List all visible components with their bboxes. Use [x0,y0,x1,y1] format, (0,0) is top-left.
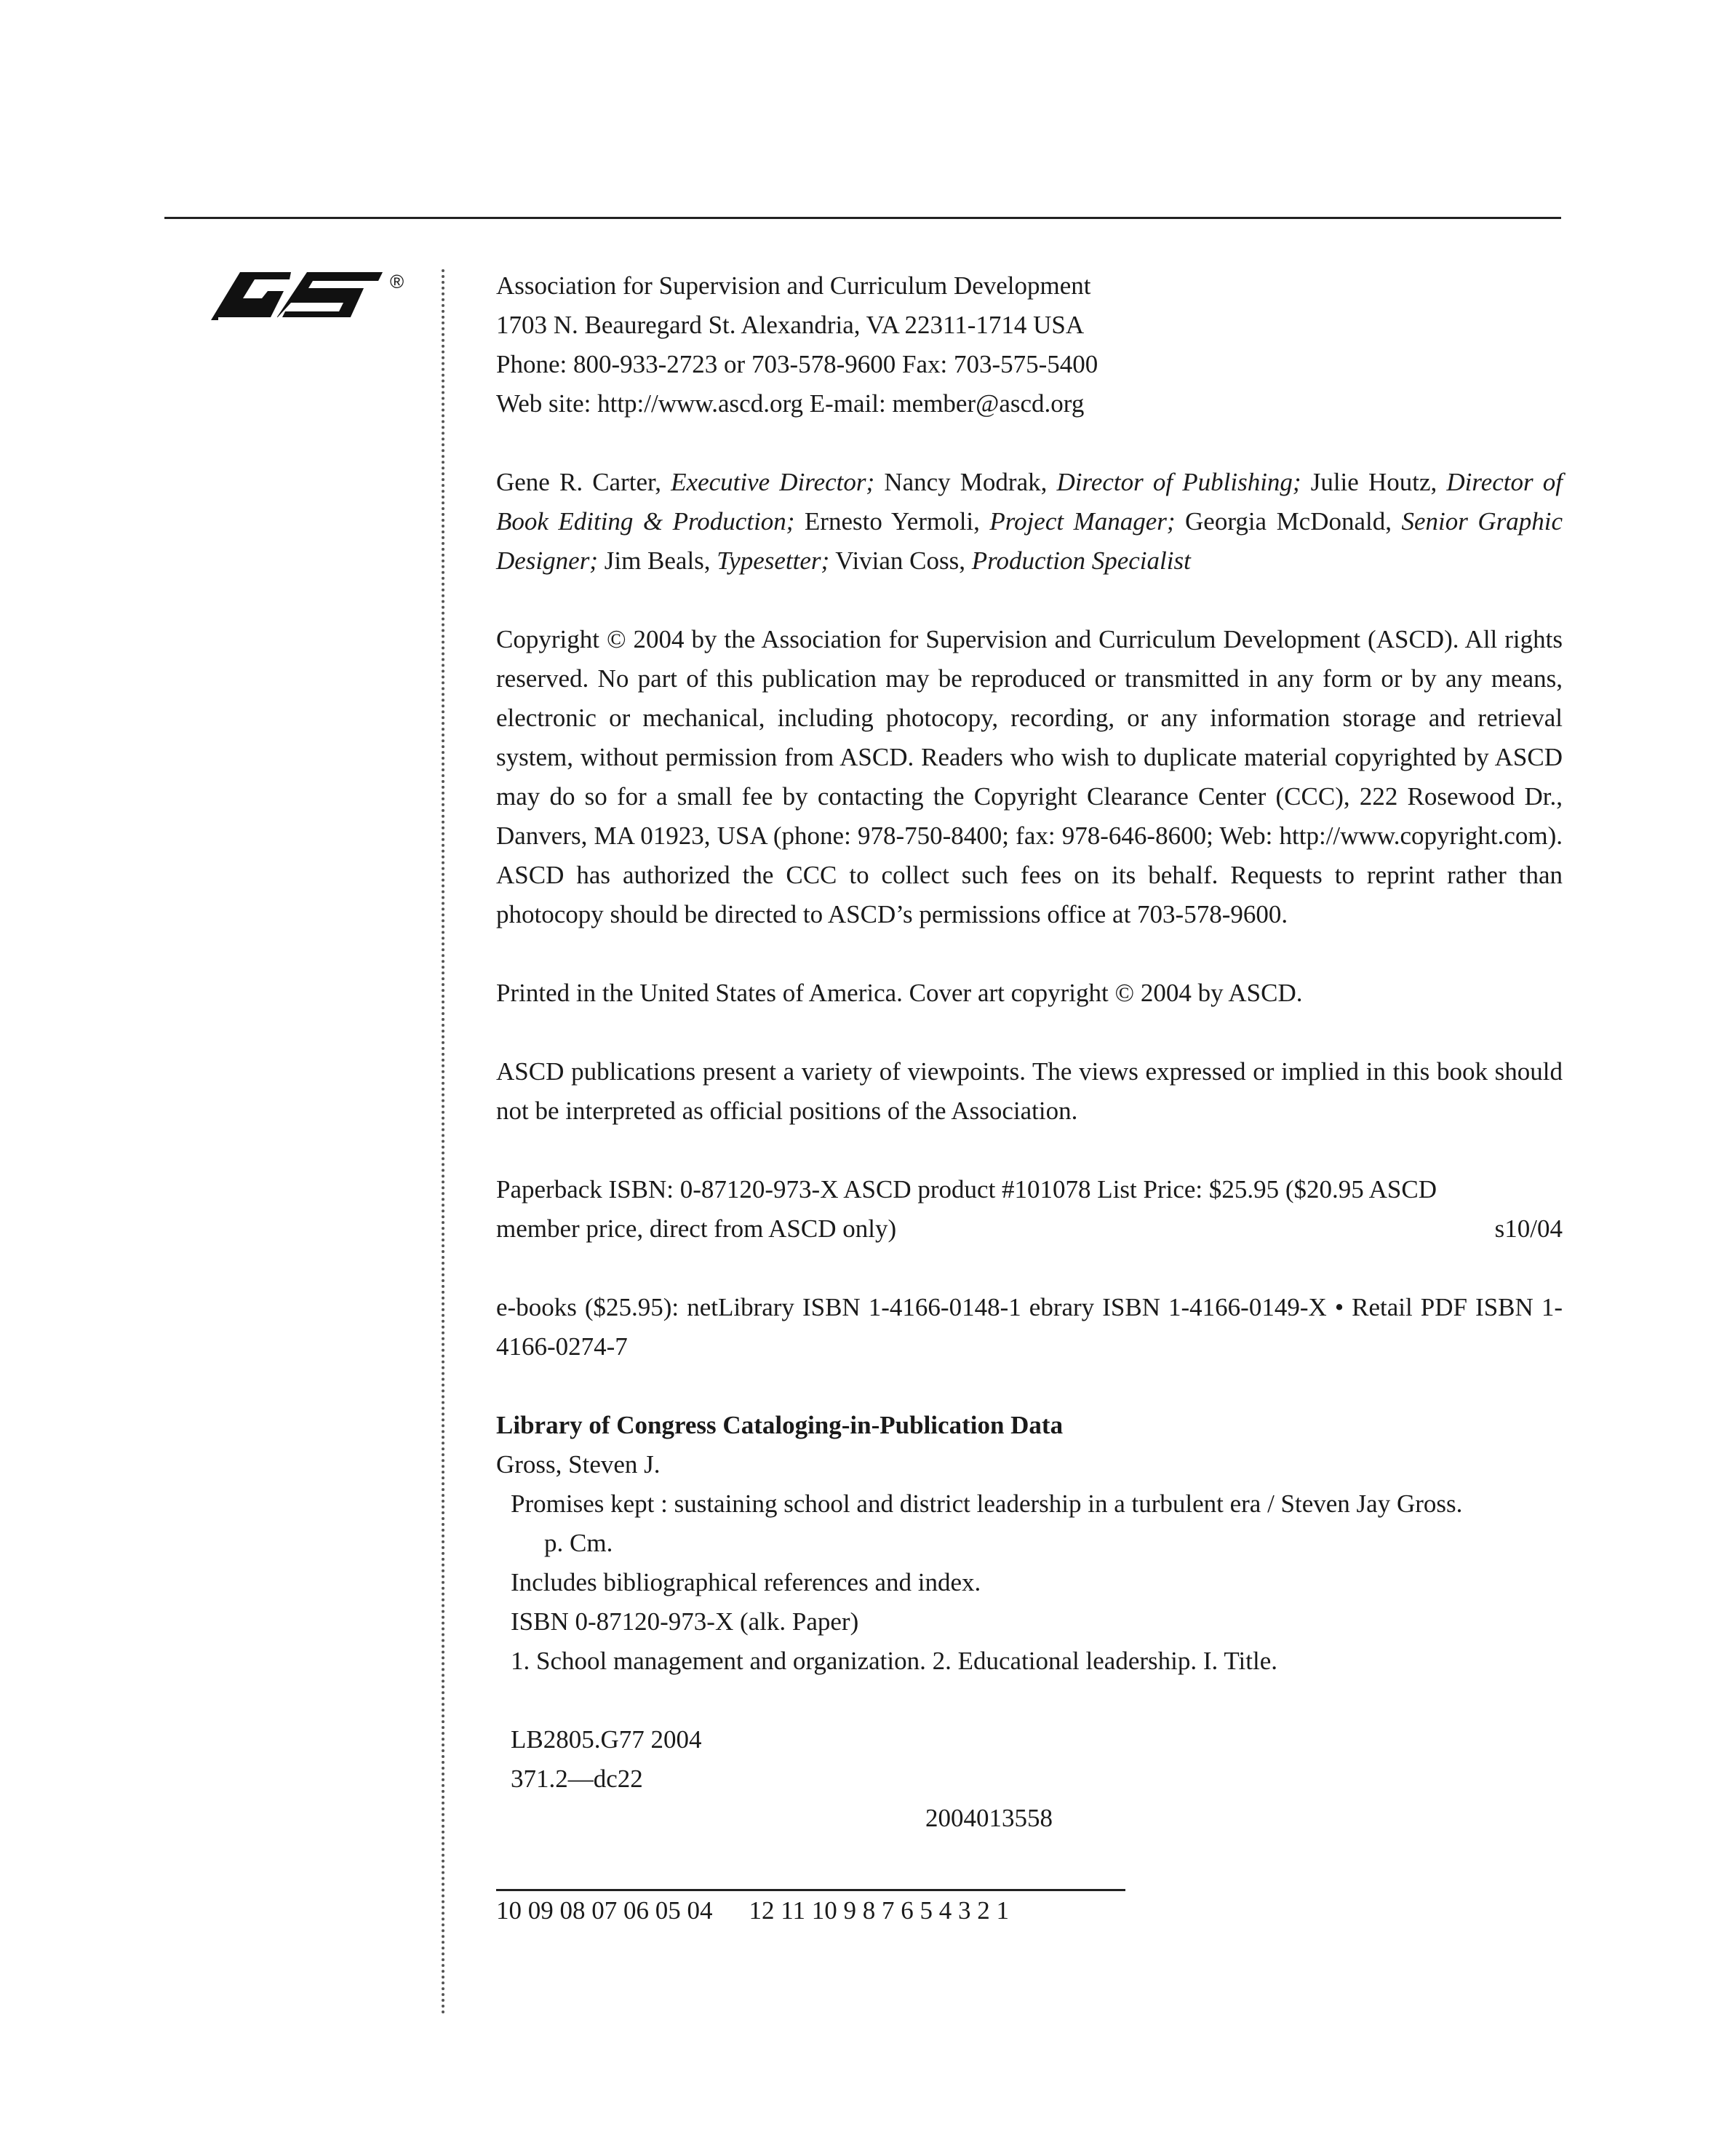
publisher-web: Web site: http://www.ascd.org E-mail: member@ascd.org [496,389,1085,418]
printed-notice: Printed in the United States of America. Cover art copyright © 2004 by ASCD. [496,979,1303,1007]
paperback-code: s10/04 [1494,1214,1563,1243]
staff-role: Executive Director; [671,468,875,496]
publisher-address: 1703 N. Beauregard St. Alexandria, VA 22311-1714 USA [496,311,1085,339]
staff-role: Production Specialist [971,546,1191,575]
cip-author: Gross, Steven J. [496,1450,661,1479]
cip-isbn: ISBN 0-87120-973-X (alk. Paper) [511,1607,859,1636]
staff-name: Jim Beals, [597,546,717,575]
dotted-margin-rule [442,269,444,2016]
cip-subjects: 1. School management and organization. 2. Educational leadership. I. Title. [511,1647,1277,1675]
copyright-page-content [496,266,1563,1930]
staff-name: Vivian Coss, [829,546,972,575]
staff-role: Senior Graphic Designer; [496,507,1563,575]
staff-name: Nancy Modrak, [874,468,1057,496]
staff-role: Project Manager; [989,507,1176,536]
cip-dewey: 371.2—dc22 [511,1765,643,1793]
staff-credits [496,463,1563,581]
staff-name: Julie Houtz, [1301,468,1447,496]
cip-control-number: 2004013558 [925,1804,1053,1832]
registered-mark: ® [390,271,404,293]
print-line [496,1891,1563,1930]
staff-role: Director of Book Editing & Production; [496,468,1563,536]
staff-role: Typesetter; [717,546,830,575]
staff-role: Director of Publishing; [1056,468,1301,496]
staff-name: Ernesto Yermoli, [794,507,990,536]
publisher-name: Association for Supervision and Curriculum Development [496,271,1091,300]
cip-pages: p. Cm. [544,1529,613,1557]
publisher-phone: Phone: 800-933-2723 or 703-578-9600 Fax: 703-575-5400 [496,350,1098,378]
staff-name: Gene R. Carter, [496,468,671,496]
cip-title: Promises kept : sustaining school and district leadership in a turbulent era / Steven Jay Gross. [511,1489,1463,1518]
cip-lc-class: LB2805.G77 2004 [511,1725,702,1754]
print-years: 10 09 08 07 06 05 04 [496,1896,713,1925]
ascd-logo [211,271,407,329]
top-rule [164,217,1561,219]
cip-block [496,1406,1563,1838]
paperback-isbn-line: Paperback ISBN: 0-87120-973-X ASCD product #101078 List Price: $25.95 ($20.95 ASCD [496,1175,1437,1204]
print-numbers: 12 11 10 9 8 7 6 5 4 3 2 1 [749,1896,1009,1925]
staff-name: Georgia McDonald, [1175,507,1402,536]
paperback-price-row [496,1209,1563,1249]
copyright-notice: Copyright © 2004 by the Association for Supervision and Curriculum Development (ASCD). All rights reserved. No part of this publication may be reproduced or transmitted in any form or by any means, electronic or mechanical, including photocopy, recording, or any information storage and retrieval system, without permission from ASCD. Readers who wish to duplicate material copyrighted by ASCD may do so for a small fee by contacting the Copyright Clearance Center (CCC), 222 Rosewood Dr., Danvers, MA 01923, USA (phone: 978-750-8400; fax: 978-646-8600; Web: http://www.copyright.com). ASCD has authorized the CCC to collect such fees on its behalf. Requests to reprint rather than photocopy should be directed to ASCD’s permissions office at 703-578-9600. [496,625,1563,928]
cip-includes: Includes bibliographical references and index. [511,1568,981,1596]
viewpoints-disclaimer: ASCD publications present a variety of viewpoints. The views expressed or implied in this book should not be interpreted as official positions of the Association. [496,1057,1563,1125]
cip-heading: Library of Congress Cataloging-in-Publication Data [496,1411,1064,1439]
ebooks-isbn: e-books ($25.95): netLibrary ISBN 1-4166-0148-1 ebrary ISBN 1-4166-0149-X • Retail PDF ISBN 1-4166-0274-7 [496,1293,1563,1361]
paperback-member-price: member price, direct from ASCD only) [496,1214,897,1243]
